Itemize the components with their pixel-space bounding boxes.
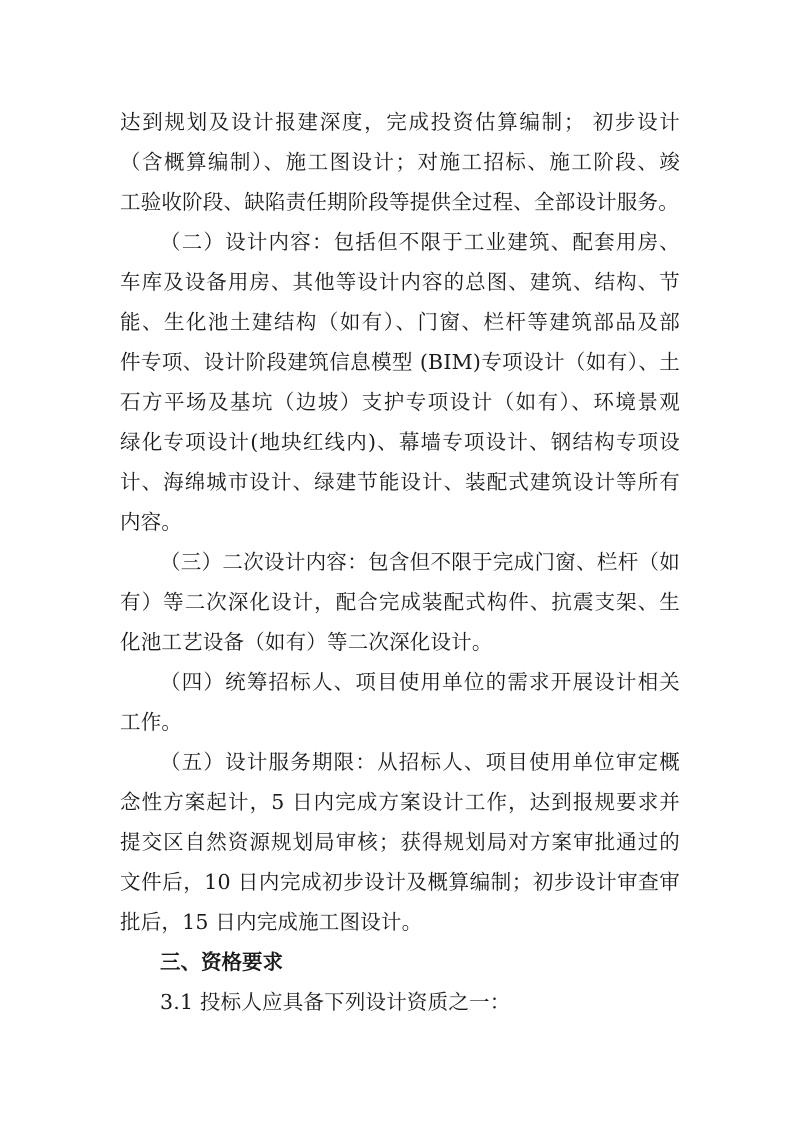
paragraph-line: 化池工艺设备（如有）等二次深化设计。 — [120, 630, 493, 654]
paragraph-line: （四）统筹招标人、项目使用单位的需求开展设计相关 — [160, 670, 680, 694]
paragraph-line: 工作。 — [120, 710, 183, 734]
paragraph-line: 3.1 投标人应具备下列设计资质之一： — [160, 990, 511, 1014]
paragraph-line: 绿化专项设计(地块红线内)、幕墙专项设计、钢结构专项设 — [120, 430, 680, 454]
paragraph-line: 能、生化池土建结构（如有）、门窗、栏杆等建筑部品及部 — [120, 310, 680, 334]
paragraph-line: 车库及设备用房、其他等设计内容的总图、建筑、结构、节 — [120, 270, 680, 294]
paragraph-line: （三）二次设计内容：包含但不限于完成门窗、栏杆（如 — [160, 550, 680, 574]
paragraph-line: 石方平场及基坑（边坡）支护专项设计（如有）、环境景观 — [120, 390, 680, 414]
paragraph-line: 件专项、设计阶段建筑信息模型 (BIM)专项设计（如有）、土 — [120, 350, 680, 374]
paragraph-line: 念性方案起计，5 日内完成方案设计工作，达到报规要求并 — [120, 790, 680, 814]
paragraph-line: （二）设计内容：包括但不限于工业建筑、配套用房、 — [160, 230, 680, 254]
paragraph-line: 文件后，10 日内完成初步设计及概算编制；初步设计审查审 — [120, 870, 680, 894]
paragraph-line: （含概算编制）、施工图设计；对施工招标、施工阶段、竣 — [120, 150, 680, 174]
paragraph-line: 批后，15 日内完成施工图设计。 — [120, 910, 423, 934]
paragraph-line: 提交区自然资源规划局审核；获得规划局对方案审批通过的 — [120, 830, 680, 854]
paragraph-line: （五）设计服务期限：从招标人、项目使用单位审定概 — [160, 750, 680, 774]
paragraph-line: 达到规划及设计报建深度，完成投资估算编制； 初步设计 — [120, 110, 680, 134]
paragraph-line: 内容。 — [120, 510, 183, 534]
paragraph-line: 工验收阶段、缺陷责任期阶段等提供全过程、全部设计服务。 — [120, 190, 679, 214]
paragraph-line: 有）等二次深化设计，配合完成装配式构件、抗震支架、生 — [120, 590, 680, 614]
paragraph-line: 计、海绵城市设计、绿建节能设计、装配式建筑设计等所有 — [120, 470, 680, 494]
section-heading: 三、资格要求 — [160, 950, 283, 974]
